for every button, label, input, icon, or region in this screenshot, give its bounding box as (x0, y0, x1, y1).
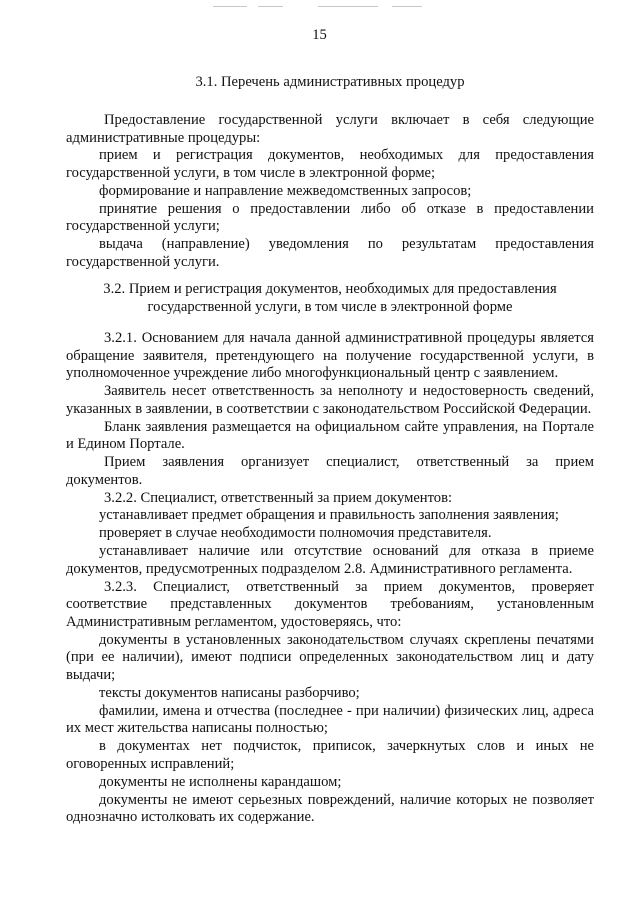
list-item: принятие решения о предоставлении либо об отказе в предоставлении государственной услуги; (66, 200, 594, 235)
paragraph: Прием заявления организует специалист, ответственный за прием документов. (66, 454, 594, 488)
section-3-1-title: 3.1. Перечень административных процедур (195, 74, 465, 90)
paragraph: Предоставление государственной услуги включает в себя следующие административные процедуры: (66, 112, 594, 146)
paragraph: Заявитель несет ответственность за неполноту и недостоверность сведений, указанных в заявлении, в соответствии с законодательством Российской Федерации. (66, 383, 594, 417)
paragraph: 3.2.1. Основанием для начала данной административной процедуры является обращение заявителя, претендующего на получение государственной услуги, в уполномоченное учреждение либо многофункциональный центр с заявлением. (66, 330, 594, 382)
list-item: документы в установленных законодательством случаях скреплены печатями (при ее наличии), имеют подписи определенных законодательством лиц и дату выдачи; (66, 631, 594, 683)
scan-artifact-line (213, 6, 247, 7)
list-item: фамилии, имена и отчества (последнее - при наличии) физических лиц, адреса их мест жительства написаны полностью; (66, 702, 594, 737)
list-item: прием и регистрация документов, необходимых для предоставления государственной услуги, в том числе в электронной форме; (66, 147, 594, 182)
list-item: в документах нет подчисток, приписок, зачеркнутых слов и иных не оговоренных исправлений; (66, 738, 594, 772)
scan-artifact-line (392, 6, 422, 7)
section-3-1-body (66, 112, 594, 272)
paragraph: Бланк заявления размещается на официальном сайте управления, на Портале и Едином Портале. (66, 418, 594, 453)
list-item: выдача (направление) уведомления по результатам предоставления государственной услуги. (66, 236, 594, 270)
list-item: устанавливает предмет обращения и правильность заполнения заявления; (99, 507, 559, 524)
section-3-2-title-line-2: государственной услуги, в том числе в электронной форме (147, 298, 513, 315)
section-3-2-body (66, 330, 594, 827)
list-item: тексты документов написаны разборчиво; (99, 684, 360, 701)
list-item: проверяет в случае необходимости полномочия представителя. (99, 525, 492, 542)
section-3-2-title-line-1: 3.2. Прием и регистрация документов, необходимых для предоставления (103, 281, 557, 297)
list-item: формирование и направление межведомственных запросов; (99, 182, 472, 199)
list-item: документы не исполнены карандашом; (99, 773, 342, 790)
section-3-2-title (66, 281, 594, 316)
list-item: документы не имеют серьезных повреждений, наличие которых не позволяет однозначно истолковать их содержание. (66, 791, 594, 826)
scan-artifact-line (258, 6, 283, 7)
scan-artifact-line (318, 6, 378, 7)
paragraph: 3.2.3. Специалист, ответственный за прием документов, проверяет соответствие представленных документов требованиям, установленным Административным регламентом, удостоверяясь, что: (66, 578, 594, 630)
list-item: устанавливает наличие или отсутствие оснований для отказа в приеме документов, предусмотренных подразделом 2.8. Административного регламента. (66, 543, 594, 577)
page-number: 15 (312, 27, 327, 43)
paragraph: 3.2.2. Специалист, ответственный за прием документов: (104, 489, 453, 506)
